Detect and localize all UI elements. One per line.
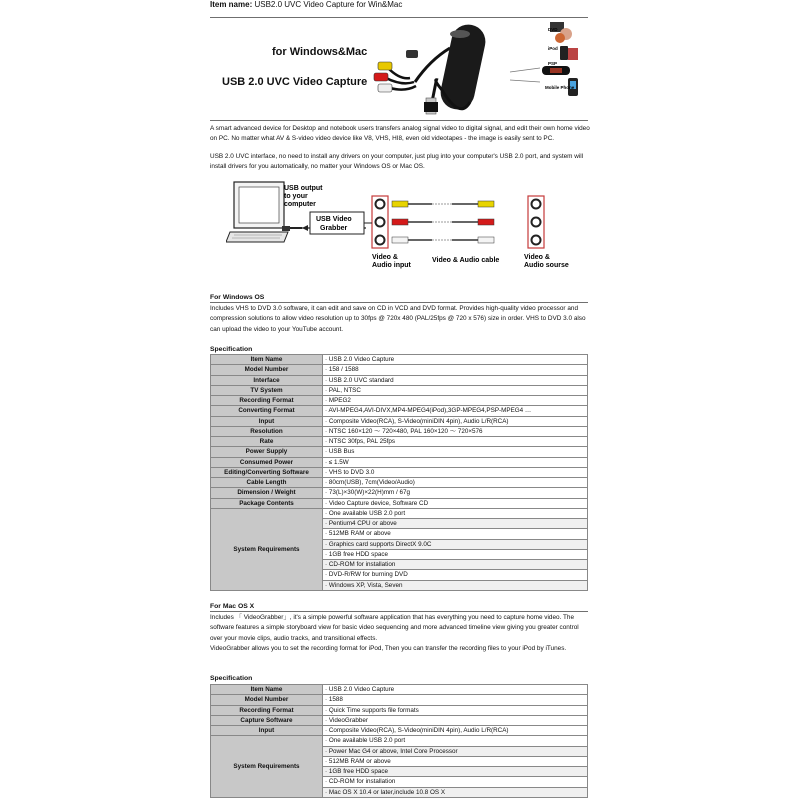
spec-value: · Video Capture device, Software CD xyxy=(323,498,588,508)
intro-paragraph: A smart advanced device for Desktop and notebook users transfers analog signal video to digital signal, and edit their own home video on PC. No matter what AV & S-video video device like V8, VHS, HI8, even old videotapes - the image is easily sent to PC. xyxy=(210,125,590,143)
windows-spec-title: Specification xyxy=(210,346,253,353)
spec-key: Item Name xyxy=(211,355,323,365)
spec-value: · 80cm(USB), 7cm(Video/Audio) xyxy=(323,478,588,488)
product-banner xyxy=(210,20,588,118)
spec-key: Interface xyxy=(211,375,323,385)
spec-key: Capture Software xyxy=(211,715,323,725)
device-label: DVD xyxy=(548,27,558,32)
input-label: Audio input xyxy=(372,262,411,269)
sysreq-value: · One available USB 2.0 port xyxy=(323,736,588,746)
mac-description-2: VideoGrabber allows you to set the recording format for iPod, Then you can transfer the recording files to your iPod by iTunes. xyxy=(210,645,567,652)
spec-row xyxy=(211,447,588,457)
windows-spec-table xyxy=(210,354,588,591)
spec-row xyxy=(211,457,588,467)
input-label: Video & xyxy=(372,254,398,261)
spec-value: · USB 2.0 Video Capture xyxy=(323,355,588,365)
sysreq-row xyxy=(211,508,588,518)
mac-spec-table xyxy=(210,684,588,798)
spec-value: · 73(L)×30(W)×22(H)mm / 67g xyxy=(323,488,588,498)
sysreq-value: · Graphics card supports DirectX 9.0C xyxy=(323,539,588,549)
spec-key: Recording Format xyxy=(211,705,323,715)
spec-row xyxy=(211,726,588,736)
connection-diagram xyxy=(226,176,576,276)
spec-row xyxy=(211,715,588,725)
mac-description: Includes 「 VideoGrabber」, it's a simple powerful software application that has everything you need to capture home video. The software features a simple storyboard view for basic video sequencing and more advanced timeline view giving you greater control over your movie clips, audio tracks, and transitional effects. xyxy=(210,614,579,642)
spec-row xyxy=(211,498,588,508)
windows-section-title: For Windows OS xyxy=(210,294,265,301)
item-name-line xyxy=(210,0,402,10)
cable-label: Video & Audio cable xyxy=(432,257,500,264)
spec-key: Recording Format xyxy=(211,396,323,406)
spec-value: · USB Bus xyxy=(323,447,588,457)
spec-value: · Composite Video(RCA), S-Video(miniDIN 4pin), Audio L/R(RCA) xyxy=(323,416,588,426)
spec-row xyxy=(211,685,588,695)
sysreq-row xyxy=(211,736,588,746)
spec-value: · NTSC 160×120 ～ 720×480, PAL 160×120 ～ 720×576 xyxy=(323,426,588,436)
sysreq-value: · 512MB RAM or above xyxy=(323,529,588,539)
spec-row xyxy=(211,488,588,498)
spec-value: · VHS to DVD 3.0 xyxy=(323,467,588,477)
spec-key: Power Supply xyxy=(211,447,323,457)
spec-key: Converting Format xyxy=(211,406,323,416)
spec-row xyxy=(211,705,588,715)
spec-key: Dimension / Weight xyxy=(211,488,323,498)
spec-value: · Composite Video(RCA), S-Video(miniDIN 4pin), Audio L/R(RCA) xyxy=(323,726,588,736)
spec-value: · USB 2.0 Video Capture xyxy=(323,685,588,695)
usb-output-label: USB output xyxy=(284,185,323,192)
sysreq-value: · 1GB free HDD space xyxy=(323,549,588,559)
device-label: PSP xyxy=(548,61,558,66)
spec-value: · ≤ 1.5W xyxy=(323,457,588,467)
spec-row xyxy=(211,396,588,406)
spec-key: Rate xyxy=(211,437,323,447)
spec-key: Model Number xyxy=(211,365,323,375)
spec-value: · USB 2.0 UVC standard xyxy=(323,375,588,385)
spec-row xyxy=(211,437,588,447)
spec-key: Model Number xyxy=(211,695,323,705)
sysreq-value: · DVD-R/RW for burning DVD xyxy=(323,570,588,580)
item-name-value: USB2.0 UVC Video Capture for Win&Mac xyxy=(254,0,403,9)
spec-row xyxy=(211,375,588,385)
divider xyxy=(210,302,588,303)
sysreq-value: · Mac OS X 10.4 or later,include 10.8 OS X xyxy=(323,787,588,797)
mac-spec-title: Specification xyxy=(210,675,253,682)
spec-key: Item Name xyxy=(211,685,323,695)
sysreq-value: · One available USB 2.0 port xyxy=(323,508,588,518)
spec-key: Consumed Power xyxy=(211,457,323,467)
usb-output-label: computer xyxy=(284,201,316,208)
spec-value: · 1588 xyxy=(323,695,588,705)
spec-value: · MPEG2 xyxy=(323,396,588,406)
sysreq-value: · 512MB RAM or above xyxy=(323,756,588,766)
spec-value: · 158 / 1588 xyxy=(323,365,588,375)
item-name-label: Item name: xyxy=(210,0,253,9)
spec-value: · PAL, NTSC xyxy=(323,385,588,395)
sysreq-value: · Windows XP, Vista, Seven xyxy=(323,580,588,590)
device-label: iPod xyxy=(548,46,558,51)
sysreq-value: · Pentium4 CPU or above xyxy=(323,519,588,529)
spec-value: · AVI-MPEG4,AVI-DIVX,MP4-MPEG4(iPod),3GP-MPEG4,PSP-MPEG4 … xyxy=(323,406,588,416)
spec-key: Package Contents xyxy=(211,498,323,508)
source-label: Video & xyxy=(524,254,550,261)
sysreq-key: System Requirements xyxy=(211,508,323,590)
device-label: Mobile Phone xyxy=(545,85,575,90)
sysreq-value: · CD-ROM for installation xyxy=(323,560,588,570)
devices-icon xyxy=(510,22,578,96)
grabber-label: USB Video xyxy=(316,216,352,223)
sysreq-key: System Requirements xyxy=(211,736,323,798)
spec-key: Input xyxy=(211,416,323,426)
spec-row xyxy=(211,416,588,426)
spec-key: TV System xyxy=(211,385,323,395)
sysreq-value: · 1GB free HDD space xyxy=(323,767,588,777)
sysreq-value: · CD-ROM for installation xyxy=(323,777,588,787)
spec-value: · NTSC 30fps, PAL 25fps xyxy=(323,437,588,447)
spec-key: Cable Length xyxy=(211,478,323,488)
spec-row xyxy=(211,467,588,477)
spec-row xyxy=(211,478,588,488)
spec-row xyxy=(211,406,588,416)
source-label: Audio sourse xyxy=(524,262,569,269)
windows-description: Includes VHS to DVD 3.0 software, it can edit and save on CD in VCD and DVD format. Provides high-quality video processor and compression solutions to allow video resolution up to 30fps @ 720x 480 (PAL/25fps @ 720 x 576) size in order. VHS to DVD 3.0 also can upload the video to your YouTube account. xyxy=(210,305,586,333)
divider xyxy=(210,120,588,121)
mac-section-title: For Mac OS X xyxy=(210,603,255,610)
banner-title: USB 2.0 UVC Video Capture xyxy=(222,76,368,88)
spec-row xyxy=(211,695,588,705)
spec-value: · VideoGrabber xyxy=(323,715,588,725)
spec-row xyxy=(211,365,588,375)
spec-row xyxy=(211,426,588,436)
spec-key: Resolution xyxy=(211,426,323,436)
laptop-icon xyxy=(226,182,288,242)
sysreq-value: · Power Mac G4 or above, Intel Core Processor xyxy=(323,746,588,756)
spec-key: Editing/Converting Software xyxy=(211,467,323,477)
grabber-label: Grabber xyxy=(320,225,348,232)
rca-plugs-icon xyxy=(374,50,418,92)
banner-subtitle: for Windows&Mac xyxy=(272,46,368,58)
divider xyxy=(210,611,588,612)
divider xyxy=(210,17,588,18)
spec-row xyxy=(211,355,588,365)
usb-capture-device-image xyxy=(210,20,588,118)
spec-key: Input xyxy=(211,726,323,736)
usb-output-label: to your xyxy=(284,193,308,200)
spec-value: · Quick Time supports file formats xyxy=(323,705,588,715)
spec-row xyxy=(211,385,588,395)
intro-paragraph: USB 2.0 UVC interface, no need to install any drivers on your computer, just plug into your computer's USB 2.0 port, and system will install drivers for you automatically, no matter your Windows OS or Mac OS. xyxy=(210,153,584,171)
